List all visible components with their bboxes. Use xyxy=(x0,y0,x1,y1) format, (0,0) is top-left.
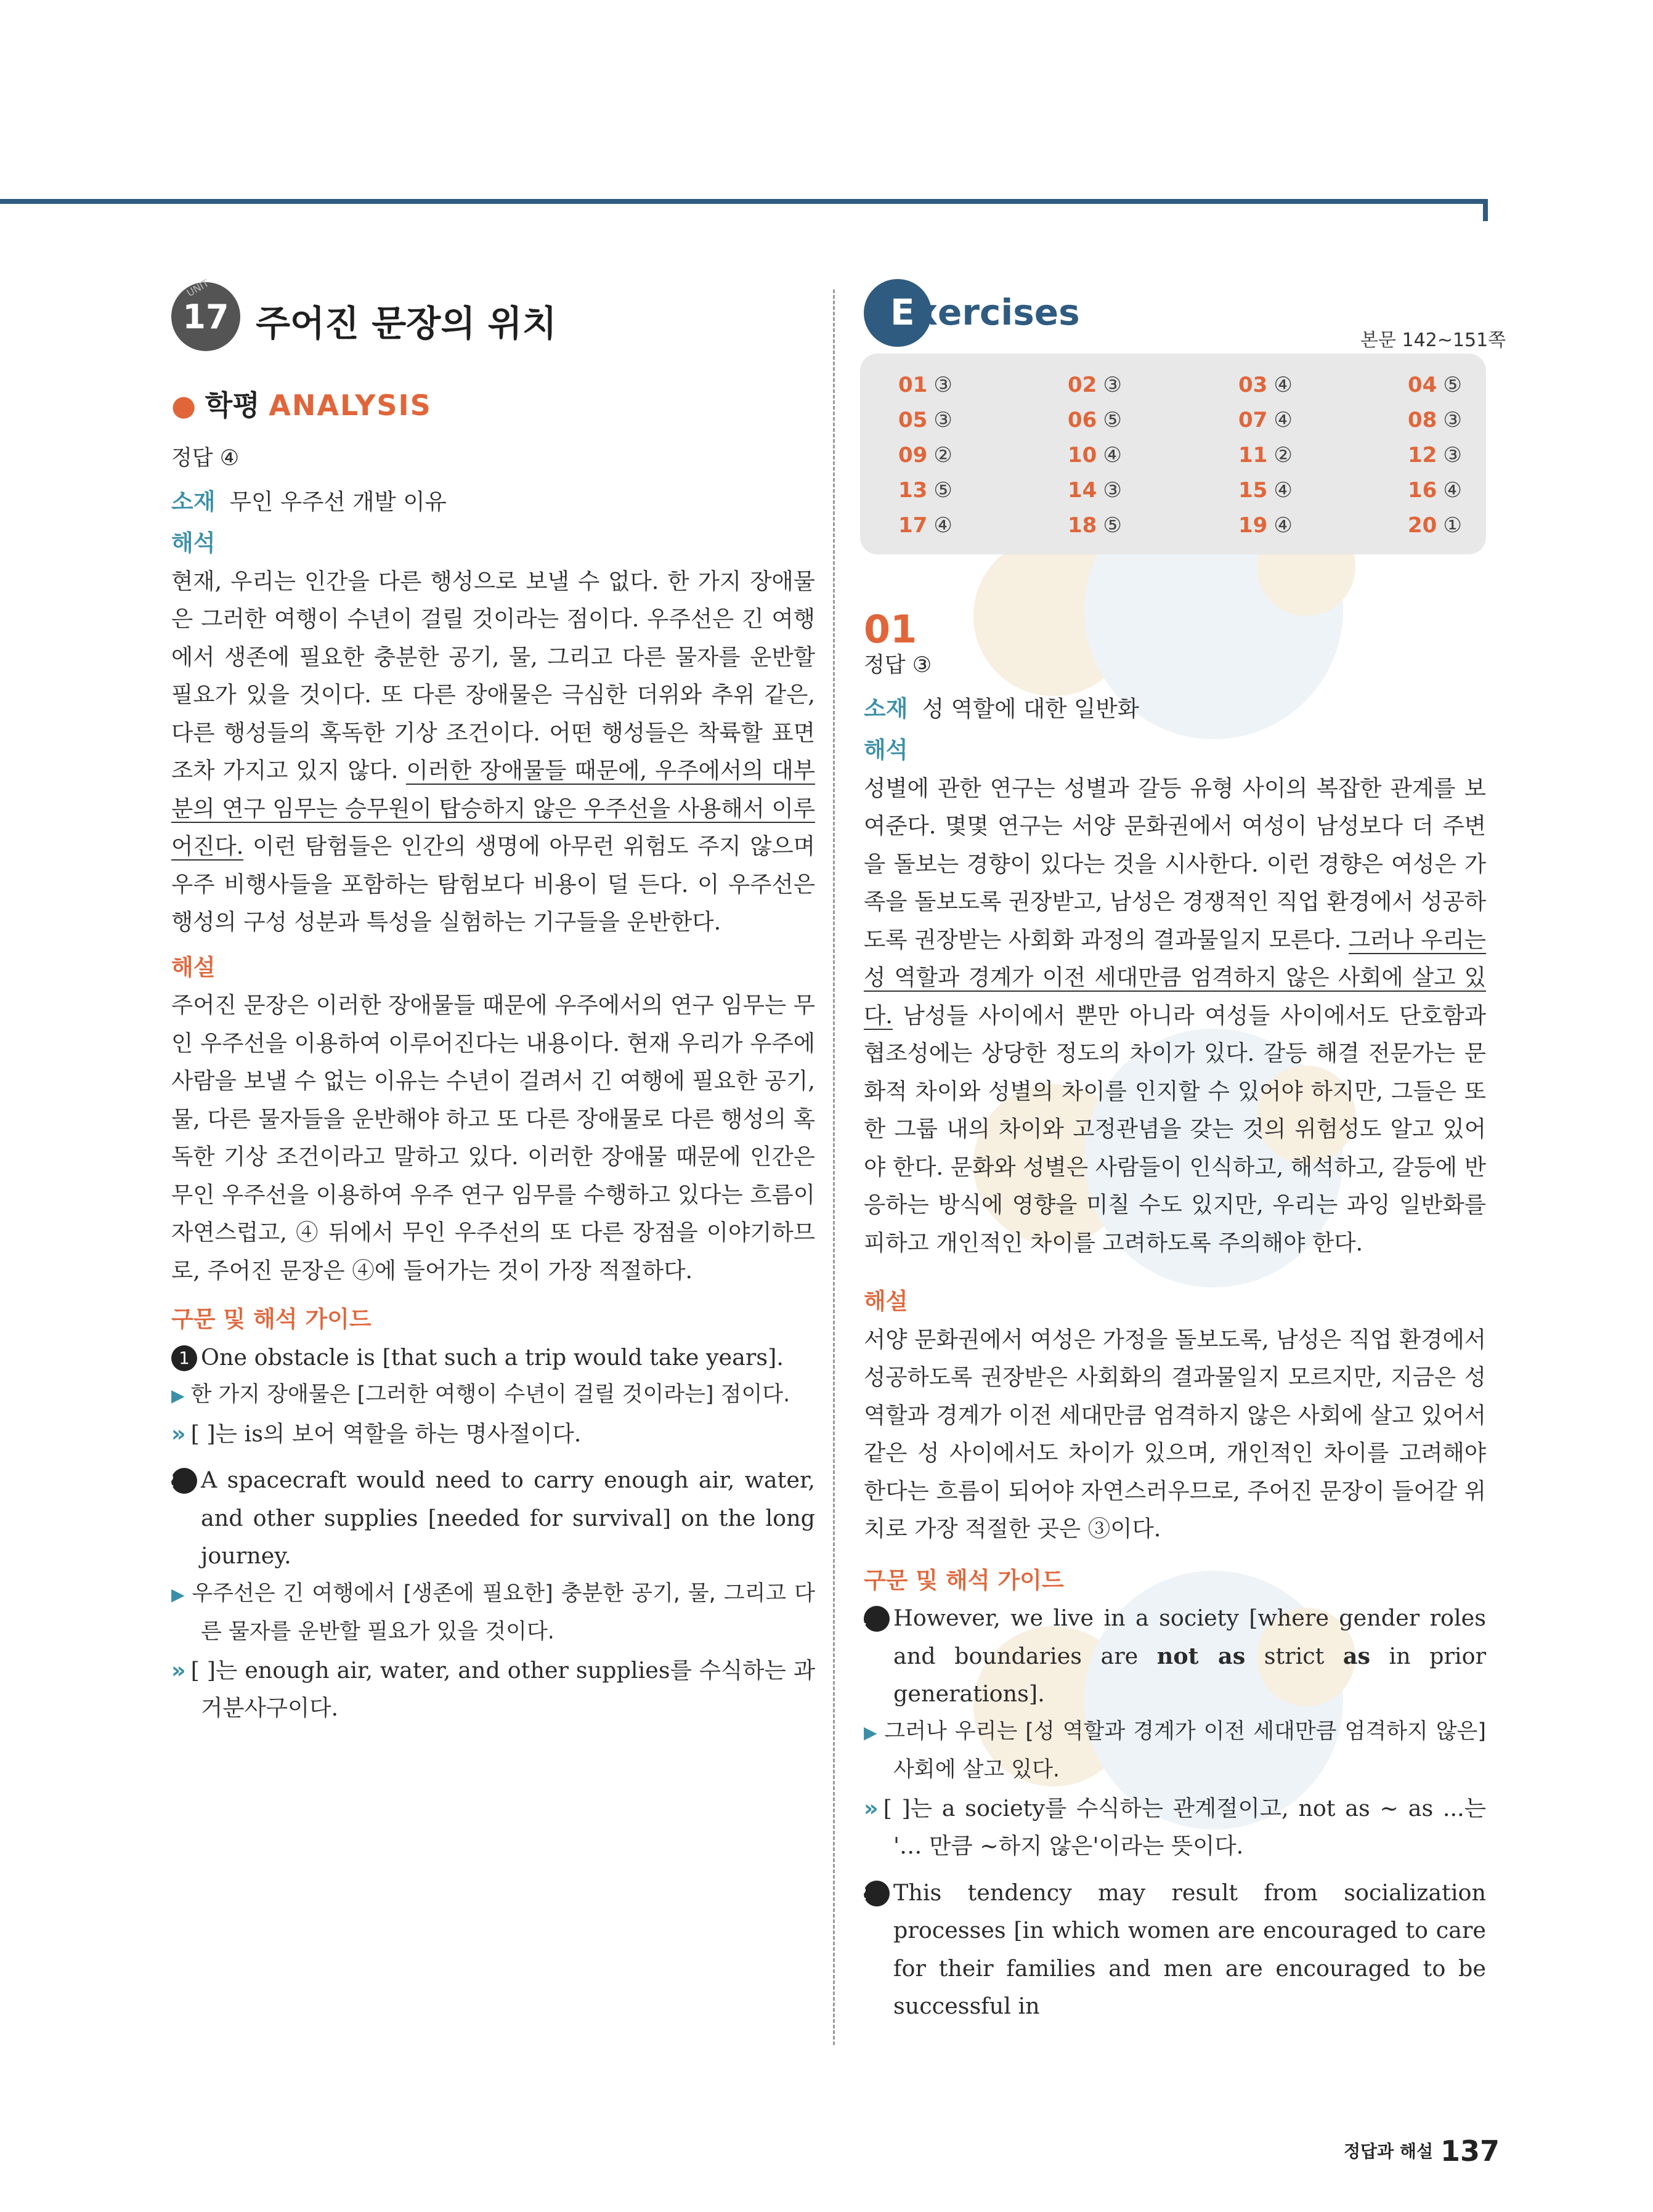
triangle-bullet-icon: ▶ xyxy=(171,1584,186,1605)
page-footer xyxy=(1344,2134,1500,2168)
bullet-dot-icon: ● xyxy=(171,389,197,422)
answer-key-item xyxy=(1408,513,1462,538)
guide-1-text: One obstacle is [that such a trip would take years]. xyxy=(201,1343,784,1371)
guide-1-english xyxy=(856,1599,1487,1713)
answer-key-number: 19 xyxy=(1238,513,1268,538)
answer-key-mark: ② xyxy=(933,443,952,468)
guide-2-ko-text: 우주선은 긴 여행에서 [생존에 필요한] 충분한 공기, 물, 그리고 다른 물자를 운반할 필요가 있을 것이다. xyxy=(192,1581,815,1644)
answer-key-number: 07 xyxy=(1238,408,1268,432)
unit-number: 17 xyxy=(182,297,229,336)
guide-1-note-text: [ ]는 is의 보어 역할을 하는 명사절이다. xyxy=(190,1420,582,1447)
answer-key-item xyxy=(1068,478,1122,503)
guide-1-text-a: However, we live in a society [where gender roles and boundaries are xyxy=(893,1605,1486,1669)
answer-key-mark: ① xyxy=(1443,513,1462,538)
guide-1-english xyxy=(171,1339,815,1377)
exercises-title-rest: xercises xyxy=(914,291,1080,333)
number-1-icon: 1 xyxy=(864,1606,890,1632)
guide-label: 구문 및 해석 가이드 xyxy=(864,1566,1064,1594)
answer-key-item xyxy=(1068,513,1122,538)
haeseok-text-b: 이런 탐험들은 인간의 생명에 아무런 위험도 주지 않으며 우주 비행사들을 포함하는 탐험보다 비용이 덜 든다. 이 우주선은 행성의 구성 성분과 특성을 실험하는 기구들을 운반한다. xyxy=(171,833,815,935)
answer-key-number: 17 xyxy=(898,513,928,538)
answer-key-item xyxy=(1408,373,1462,397)
answer-key-item xyxy=(1068,408,1122,432)
answer-key-mark: ④ xyxy=(1273,408,1293,432)
answer-key-number: 16 xyxy=(1408,478,1437,503)
guide-2-english xyxy=(164,1461,815,1575)
answer-key-mark: ③ xyxy=(933,373,952,397)
answer-key-item xyxy=(898,408,952,432)
answer-key-mark: ③ xyxy=(1443,443,1462,468)
answer-key-item xyxy=(1238,513,1293,538)
answer-key-number: 04 xyxy=(1408,373,1437,397)
answer-key-mark: ③ xyxy=(1443,408,1462,432)
answer-key-number: 02 xyxy=(1068,373,1097,397)
guide-2-english xyxy=(856,1874,1486,2025)
answer-key-number: 05 xyxy=(898,408,928,432)
answer-key-number: 13 xyxy=(898,478,928,503)
guide-2-note xyxy=(171,1651,815,1727)
answer-key-item xyxy=(1068,373,1122,397)
answer-key-number: 11 xyxy=(1238,443,1268,468)
sojae-label: 소재 xyxy=(171,488,216,515)
sojae-text: 무인 우주선 개발 이유 xyxy=(229,488,447,515)
haeseok-text-a: 현재, 우리는 인간을 다른 행성으로 보낼 수 없다. 한 가지 장애물은 그러한 여행이 수년이 걸릴 것이라는 점이다. 우주선은 긴 여행에서 생존에 필요한 충분한 공기, 물, 그리고 다른 물자를 운반할 필요가 있을 것이다. 또 다른 장애물은 극심한 더위와 추위 같은, 다른 행성들의 혹독한 기상 조건이다. 어떤 행성들은 착륙할 표면조차 가지고 있지 않다. xyxy=(171,567,815,784)
answer-key-mark: ④ xyxy=(933,513,952,538)
haeseok-label: 해석 xyxy=(171,530,216,556)
answer-key-item xyxy=(1238,443,1293,468)
answer-key-item xyxy=(1408,408,1462,432)
guide-2-note-text: [ ]는 enough air, water, and other supplies를 수식하는 과거분사구이다. xyxy=(190,1656,815,1721)
haeseok-underlined: 이러한 장애물들 때문에, 우주에서의 대부분의 연구 임무는 승무원이 탑승하지 않은 우주선을 사용해서 이루어진다. xyxy=(171,757,815,859)
header-rule xyxy=(0,199,1488,204)
haeseok-text-a: 성별에 관한 연구는 성별과 갈등 유형 사이의 복잡한 관계를 보여준다. 몇몇 연구는 서양 문화권에서 여성이 남성보다 더 주변을 돌보는 경향이 있다는 것을 시사한다. 이런 경향은 여성은 가족을 돌보도록 권장받고, 남성은 경쟁적인 직업 환경에서 성공하도록 권장받는 사회화 과정의 결과물일지 모른다. xyxy=(864,774,1486,953)
guide-2-text: A spacecraft would need to carry enough air, water, and other supplies [needed for survival] on the long journey. xyxy=(201,1467,815,1569)
guide-1-korean xyxy=(864,1713,1486,1789)
answer-key-item xyxy=(1408,443,1462,468)
left-answer: 정답 ④ xyxy=(171,446,240,471)
guide-1-note xyxy=(864,1789,1486,1865)
answer-key-mark: ③ xyxy=(1103,373,1122,397)
guide-1-bold-b: as xyxy=(1342,1642,1371,1669)
guide-1-text-d: in prior generations]. xyxy=(893,1642,1487,1707)
answer-key-item xyxy=(898,478,952,503)
exercises-title-first: E xyxy=(890,291,915,333)
answer-key-number: 09 xyxy=(898,443,928,468)
triangle-bullet-icon: ▶ xyxy=(171,1385,185,1406)
haeseol-label: 해설 xyxy=(171,954,216,981)
chevron-note-icon: » xyxy=(171,1656,182,1683)
answer-key-item xyxy=(898,513,952,538)
haeseok-underlined: 그러나 우리는 성 역할과 경계가 이전 세대만큼 엄격하지 않은 사회에 살고 있다. xyxy=(864,926,1486,1029)
exercises-title xyxy=(890,291,1080,333)
haeseol-paragraph: 주어진 문장은 이러한 장애물들 때문에 우주에서의 연구 임무는 무인 우주선을 이용하여 이루어진다는 내용이다. 현재 우리가 우주에 사람을 보낼 수 없는 이유는 수년이 걸려서 긴 여행에 필요한 공기, 물, 다른 물자들을 운반해야 하고 또 다른 장애물로 다른 행성의 혹독한 기상 조건이라고 말하고 있다. 이러한 장애물 때문에 인간은 무인 우주선을 이용하여 우주 연구 임무를 수행하고 있다는 흐름이 자연스럽고, ④ 뒤에서 무인 우주선의 또 다른 장점을 이야기하므로, 주어진 문장은 ④에 들어가는 것이 가장 적절하다. xyxy=(171,992,815,1284)
question-number: 01 xyxy=(864,607,917,652)
left-column xyxy=(164,440,815,1727)
guide-2-korean xyxy=(171,1575,815,1651)
guide-1-note xyxy=(171,1415,815,1453)
guide-1-korean xyxy=(171,1376,815,1415)
answer-key-number: 03 xyxy=(1238,373,1268,397)
number-1-icon: 1 xyxy=(171,1345,197,1371)
number-2-icon: 2 xyxy=(171,1468,197,1494)
sojae-text: 성 역할에 대한 일반화 xyxy=(922,695,1139,722)
right-answer: 정답 ③ xyxy=(864,653,932,678)
answer-key-mark: ④ xyxy=(1273,478,1293,503)
header-rule-end xyxy=(1483,199,1488,221)
answer-key-mark: ② xyxy=(1273,443,1293,468)
answer-key-number: 14 xyxy=(1068,478,1097,503)
sojae-label: 소재 xyxy=(864,695,908,722)
unit-small-label: UNIT xyxy=(184,277,211,299)
left-sojae xyxy=(171,483,815,521)
guide-1-ko-text: 한 가지 장애물은 [그러한 여행이 수년이 걸릴 것이라는] 점이다. xyxy=(190,1382,790,1407)
analysis-label: ANALYSIS xyxy=(269,389,432,422)
answer-key-number: 15 xyxy=(1238,478,1268,503)
answer-key-number: 18 xyxy=(1068,513,1097,538)
answer-key-item xyxy=(1408,478,1462,503)
answer-key-mark: ⑤ xyxy=(1103,513,1122,538)
guide-2-text: This tendency may result from socialization processes [in which women are encouraged to care for their families and men are encouraged to be successful in xyxy=(893,1879,1486,2019)
footer-label: 정답과 해설 xyxy=(1344,2141,1433,2161)
answer-key-mark: ④ xyxy=(1103,443,1122,468)
answer-key-item xyxy=(1238,373,1293,397)
answer-key-number: 06 xyxy=(1068,408,1097,432)
answer-key-mark: ④ xyxy=(1443,478,1462,503)
page-number: 137 xyxy=(1440,2134,1500,2168)
answer-key-item xyxy=(1238,408,1293,432)
right-column xyxy=(856,647,1487,2025)
answer-key-item xyxy=(898,373,952,397)
answer-key-number: 20 xyxy=(1408,513,1437,538)
answer-key-number: 10 xyxy=(1068,443,1097,468)
chevron-note-icon: » xyxy=(171,1420,182,1447)
guide-1-ko-text: 그러나 우리는 [성 역할과 경계가 이전 세대만큼 엄격하지 않은] 사회에 살고 있다. xyxy=(884,1719,1486,1782)
haeseok-text-b: 남성들 사이에서 뿐만 아니라 여성들 사이에서도 단호함과 협조성에는 상당한 정도의 차이가 있다. 갈등 해결 전문가는 문화적 차이와 성별의 차이를 인지할 수 있어야 하지만, 그들은 또한 그룹 내의 차이와 고정관념을 갖는 것의 위험성도 알고 있어야 한다. 문화와 성별은 사람들이 인식하고, 해석하고, 갈등에 반응하는 방식에 영향을 미칠 수도 있지만, 우리는 과잉 일반화를 피하고 개인적인 차이를 고려하도록 주의해야 한다. xyxy=(864,1002,1486,1256)
analysis-heading xyxy=(171,383,432,424)
answer-key-box xyxy=(860,354,1486,554)
answer-key-number: 01 xyxy=(898,373,928,397)
answer-key-item xyxy=(898,443,952,468)
unit-title: 주어진 문장의 위치 xyxy=(256,302,557,344)
answer-key-mark: ③ xyxy=(1103,478,1122,503)
answer-key-mark: ⑤ xyxy=(933,478,952,503)
haeseol-paragraph: 서양 문화권에서 여성은 가정을 돌보도록, 남성은 직업 환경에서 성공하도록 권장받은 사회화의 결과물일지 모르지만, 지금은 성 역할과 경계가 이전 세대만큼 엄격하지 않은 사회에 살고 있어서 같은 성 사이에서도 차이가 있으며, 개인적인 차이를 고려해야 한다는 흐름이 되어야 자연스러우므로, 주어진 문장이 들어갈 위치로 가장 적절한 곳은 ③이다. xyxy=(864,1326,1486,1542)
answer-key-item xyxy=(1068,443,1122,468)
answer-key-item xyxy=(1238,478,1293,503)
guide-label: 구문 및 해석 가이드 xyxy=(171,1306,372,1332)
unit-number-badge xyxy=(171,282,240,351)
haeseok-paragraph xyxy=(171,562,815,941)
hakpyeong-label: 학평 xyxy=(205,389,260,422)
answer-key-mark: ④ xyxy=(1273,373,1293,397)
haeseol-label: 해설 xyxy=(864,1288,908,1315)
haeseok-paragraph xyxy=(864,769,1486,1262)
guide-1-note-text: [ ]는 a society를 수식하는 관계절이고, not as ~ as ...는 '… 만큼 ~하지 않은'이라는 뜻이다. xyxy=(883,1794,1486,1859)
answer-key-mark: ⑤ xyxy=(1103,408,1122,432)
haeseok-label: 해석 xyxy=(864,737,908,763)
answer-key-mark: ⑤ xyxy=(1443,373,1462,397)
guide-1-bold-a: not as xyxy=(1156,1642,1246,1669)
exercises-page-ref: 본문 142~151쪽 xyxy=(1360,330,1506,351)
answer-key-mark: ④ xyxy=(1273,513,1293,538)
chevron-note-icon: » xyxy=(864,1794,875,1821)
column-divider xyxy=(833,290,835,2045)
answer-key-number: 08 xyxy=(1408,408,1437,432)
answer-key-mark: ③ xyxy=(933,408,952,432)
answer-key-number: 12 xyxy=(1408,443,1437,468)
triangle-bullet-icon: ▶ xyxy=(864,1722,879,1743)
guide-1-text-c: strict xyxy=(1245,1642,1343,1669)
right-sojae xyxy=(864,690,1486,728)
number-2-icon: 2 xyxy=(864,1881,890,1906)
